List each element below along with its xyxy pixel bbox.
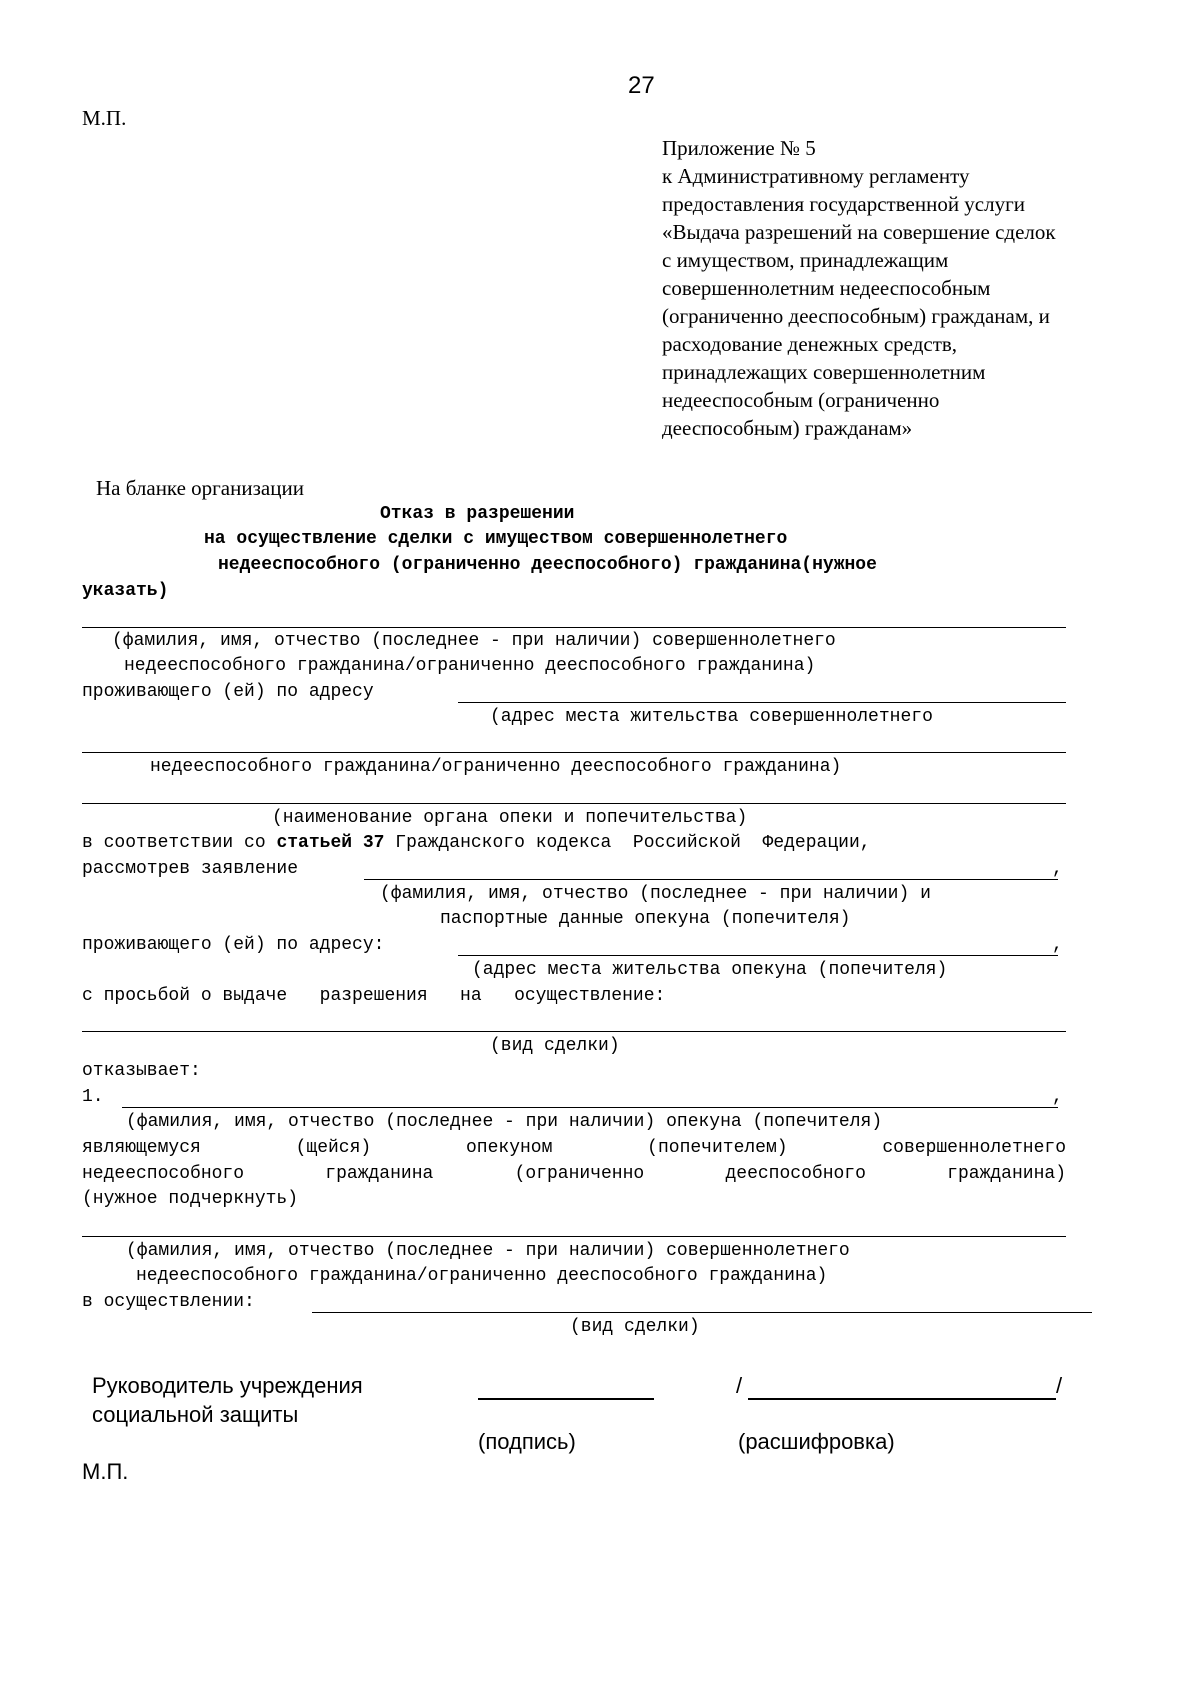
hint-ward-name: (фамилия, имя, отчество (последнее - при наличии) совершеннолетнего	[126, 1241, 850, 1261]
appendix-block	[662, 134, 1162, 442]
hint-guardian-name: паспортные данные опекуна (попечителя)	[440, 909, 851, 929]
basis-text: в соответствии со	[82, 833, 277, 853]
hint-deal-type: (вид сделки)	[570, 1317, 700, 1337]
appendix-line: дееспособным) гражданам»	[662, 416, 913, 440]
hint-ward-address: (адрес места жительства совершеннолетнего	[490, 707, 933, 727]
appendix-line: (ограниченно дееспособным) гражданам, и	[662, 304, 1050, 328]
appendix-line: совершеннолетним недееспособным	[662, 276, 991, 300]
residing-label: проживающего (ей) по адресу	[82, 682, 374, 702]
hint-authority: (наименование органа опеки и попечительства)	[272, 808, 748, 828]
comma: ,	[1052, 859, 1063, 879]
hint-ward-name: недееспособного гражданина/ограниченно дееспособного гражданина)	[136, 1266, 828, 1286]
slash: /	[1056, 1373, 1063, 1398]
comma: ,	[1052, 1087, 1063, 1107]
ward-address-blank[interactable]	[458, 702, 1066, 703]
appendix-line: расходование денежных средств,	[662, 332, 958, 356]
page-number: 27	[628, 72, 655, 99]
document-title-line: Отказ в разрешении	[380, 504, 575, 524]
appendix-line: «Выдача разрешений на совершение сделок	[662, 220, 1056, 244]
top-stamp-label: М.П.	[82, 106, 127, 130]
ward-name-blank[interactable]	[82, 627, 1066, 628]
deal-type-blank-2[interactable]	[312, 1312, 1092, 1313]
considered-label: рассмотрев заявление	[82, 859, 299, 879]
appendix-line: недееспособным (ограниченно	[662, 388, 940, 412]
hint-ward-address: недееспособного гражданина/ограниченно дееспособного гражданина)	[150, 757, 842, 777]
hint-guardian-address: (адрес места жительства опекуна (попечителя)	[472, 960, 948, 980]
deal-type-blank[interactable]	[82, 1031, 1066, 1032]
hint-guardian-name: (фамилия, имя, отчество (последнее - при наличии) и	[380, 884, 931, 904]
appendix-line: к Административному регламенту	[662, 164, 970, 188]
guardian-address-blank[interactable]	[458, 955, 1058, 956]
hint-ward-name: (фамилия, имя, отчество (последнее - при наличии) совершеннолетнего	[112, 631, 836, 651]
decode-hint: (расшифровка)	[738, 1429, 895, 1454]
refuses-label: отказывает:	[82, 1061, 201, 1081]
appendix-line: предоставления государственной услуги	[662, 192, 1025, 216]
ward-address-blank-2[interactable]	[82, 752, 1066, 753]
guardian-name-blank[interactable]	[364, 879, 1058, 880]
underline-note: (нужное подчеркнуть)	[82, 1189, 299, 1209]
comma: ,	[1052, 935, 1063, 955]
in-execution-label: в осуществлении:	[82, 1292, 255, 1312]
request-label: с просьбой о выдаче разрешения на осуществление:	[82, 986, 666, 1006]
residing-label-2: проживающего (ей) по адресу:	[82, 935, 385, 955]
ward-name-blank-2[interactable]	[82, 1236, 1066, 1237]
document-title-line: недееспособного (ограниченно дееспособного) гражданина(нужное	[218, 555, 877, 575]
document-title-line: указать)	[82, 581, 169, 601]
head-title: Руководитель учреждения	[92, 1373, 363, 1398]
bottom-stamp-label: М.П.	[82, 1459, 129, 1484]
decode-blank[interactable]	[748, 1398, 1056, 1400]
basis-line	[82, 831, 871, 857]
hint-ward-name: недееспособного гражданина/ограниченно дееспособного гражданина)	[124, 656, 816, 676]
hint-deal-type: (вид сделки)	[490, 1036, 620, 1056]
being-guardian-line: являющемуся (щейся) опекуном (попечителем) совершеннолетнего	[82, 1138, 1066, 1158]
appendix-line: Приложение № 5	[662, 136, 816, 160]
refused-guardian-blank[interactable]	[122, 1107, 1058, 1108]
appendix-line: принадлежащих совершеннолетним	[662, 360, 986, 384]
basis-text: Гражданского кодекса Российской Федерации,	[384, 833, 871, 853]
signature-hint: (подпись)	[478, 1429, 576, 1454]
letterhead-note: На бланке организации	[96, 476, 304, 500]
hint-guardian-name: (фамилия, имя, отчество (последнее - при наличии) опекуна (попечителя)	[126, 1112, 883, 1132]
article-reference: статьей 37	[276, 833, 385, 853]
document-title-line: на осуществление сделки с имуществом совершеннолетнего	[204, 529, 788, 549]
signature-blank[interactable]	[478, 1398, 654, 1400]
slash: /	[736, 1373, 743, 1398]
head-title: социальной защиты	[92, 1402, 299, 1427]
being-guardian-line: недееспособного гражданина (ограниченно дееспособного гражданина)	[82, 1164, 1066, 1184]
item-number: 1.	[82, 1087, 104, 1107]
appendix-line: с имуществом, принадлежащим	[662, 248, 949, 272]
authority-blank[interactable]	[82, 803, 1066, 804]
